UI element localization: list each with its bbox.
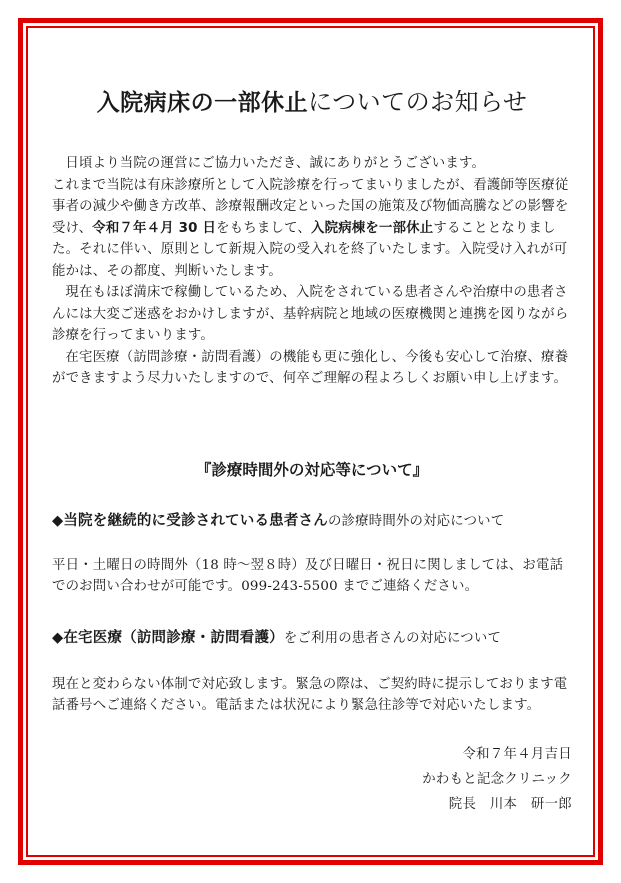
intro-p2-text-e: することとなりました。それに伴い、原則として新規入院の受入れを終了いたします。入院受け入れが可能かは、その都度、判断いたします。	[52, 220, 568, 279]
signature-director: 院長 川本 研一郎	[448, 797, 572, 812]
intro-paragraph-4: 在宅医療（訪問診療・訪問看護）の機能も更に強化し、今後も安心して治療、療養ができますよう尽力いたしますので、何卒ご理解の程よろしくお願い申し上げます。	[52, 349, 569, 386]
title-rest: についてのお知らせ	[308, 88, 528, 116]
title-bold: 入院病床の一部休止	[96, 90, 309, 116]
section-2	[52, 628, 572, 717]
intro-paragraph-2	[52, 175, 572, 283]
section-1-heading	[52, 511, 572, 533]
signature-clinic: かわもと記念クリニック	[422, 772, 572, 787]
section-2-body: 現在と変わらない体制で対応致します。緊急の際は、ご契約時に提示しております電話番号へご連絡ください。電話または状況により緊急往診等で対応いたします。	[52, 676, 568, 713]
intro-paragraph-3: 現在もほぼ満床で稼働しているため、入院をされている患者さんや治療中の患者さんには大変ご迷惑をおかけしますが、基幹病院と地域の医療機関と連携を図りながら診療を行ってまいります。	[52, 285, 569, 343]
page-title	[52, 82, 572, 117]
section-1-heading-rest: の診療時間外の対応について	[327, 514, 505, 529]
intro-body	[52, 153, 572, 390]
section-1-heading-bold: ◆当院を継続的に受診されている患者さん	[52, 513, 328, 529]
closure-date: 令和７年４月 30 日	[92, 220, 217, 236]
closure-notice: 入院病棟を一部休止	[311, 220, 434, 236]
intro-p2-text-a: これまで当院は有床診療所として入院診療を行ってまいりましたが、看護師等医療従事者の減少や働き方改革、診療報酬改定といった国の施策及び物価高騰などの影響を受け、	[52, 177, 569, 236]
section-2-heading	[52, 628, 572, 650]
inner-red-border	[26, 26, 595, 857]
section-2-heading-rest: をご利用の患者さんの対応について	[283, 631, 502, 646]
intro-paragraph-1: 日頃より当院の運営にご協力いただき、誠にありがとうございます。	[65, 156, 486, 171]
signature-date: 令和７年４月吉日	[462, 747, 572, 762]
section-1	[52, 511, 572, 598]
section-subheading: 『診療時間外の対応等について』	[195, 461, 429, 479]
section-2-heading-bold: ◆在宅医療（訪問診療・訪問看護）	[52, 630, 284, 646]
section-1-body: 平日・土曜日の時間外（18 時～翌８時）及び日曜日・祝日に関しましては、お電話でのお問い合わせが可能です。099-243-5500 までご連絡ください。	[52, 557, 564, 594]
signature-block	[422, 742, 572, 817]
intro-p2-text-c: をもちまして、	[216, 220, 312, 236]
